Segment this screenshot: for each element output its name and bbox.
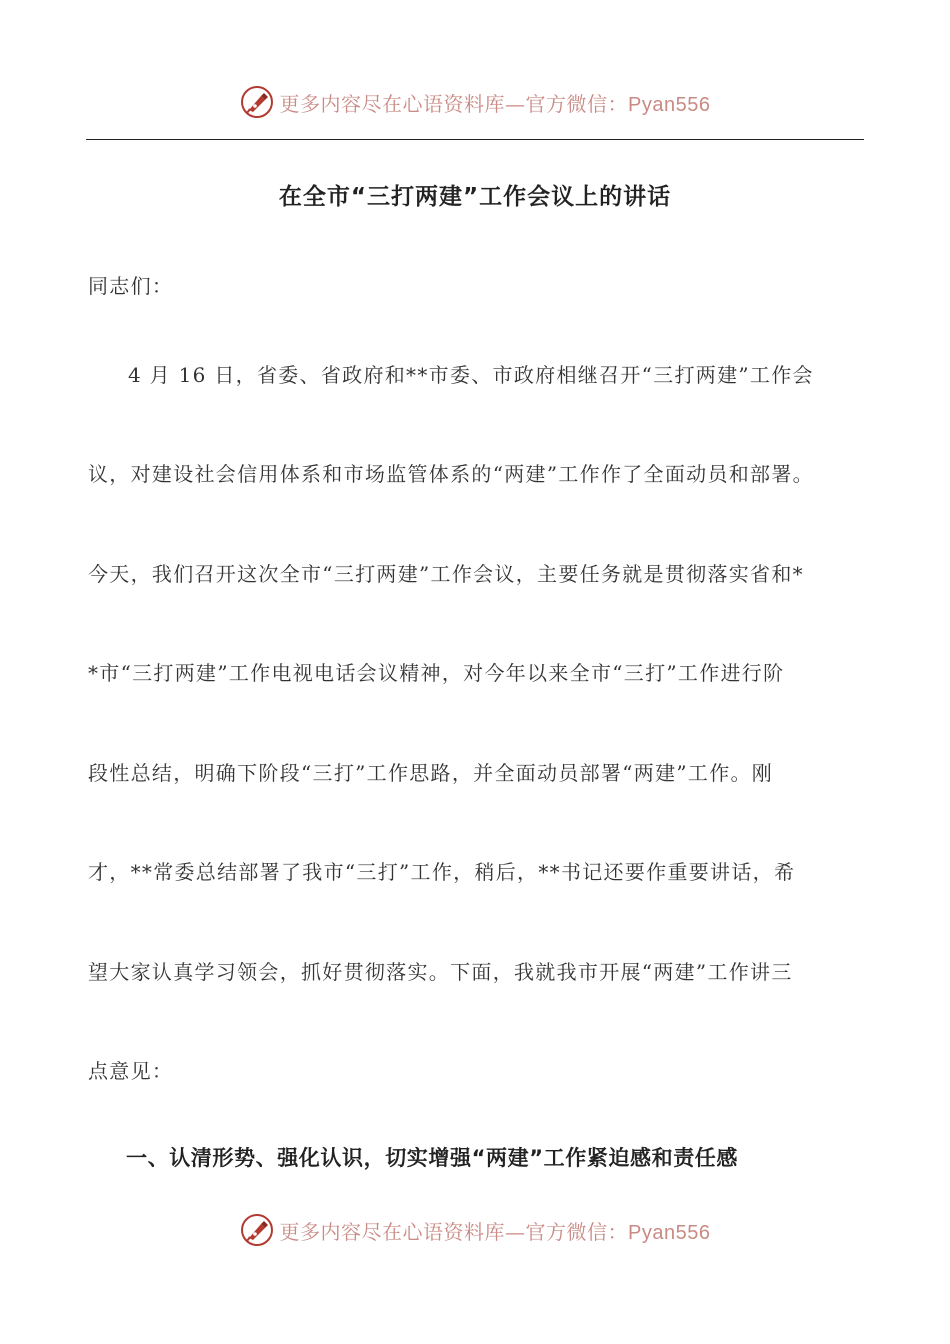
watermark-text: 更多内容尽在心语资料库—官方微信：Pyan556: [279, 1219, 711, 1244]
paragraph-line: 今天，我们召开这次全市“三打两建”工作会议，主要任务就是贯彻落实省和*: [88, 562, 804, 586]
header-divider: [86, 139, 864, 140]
wechat-id: Pyan556: [628, 1221, 711, 1244]
paragraph-line: 望大家认真学习领会，抓好贯彻落实。下面，我就我市开展“两建”工作讲三: [88, 960, 793, 984]
wechat-id: Pyan556: [628, 93, 711, 116]
salutation: 同志们：: [88, 274, 174, 298]
section-heading: 一、认清形势、强化认识，切实增强“两建”工作紧迫感和责任感: [126, 1146, 739, 1170]
pen-nib-logo-icon: [240, 1213, 274, 1247]
watermark-text: 更多内容尽在心语资料库—官方微信：Pyan556: [279, 91, 711, 116]
paragraph-line: 点意见：: [88, 1059, 174, 1083]
paragraph-line: 议，对建设社会信用体系和市场监管体系的“两建”工作作了全面动员和部署。: [88, 462, 814, 486]
paragraph-line: 段性总结，明确下阶段“三打”工作思路，并全面动员部署“两建”工作。刚: [88, 761, 774, 785]
paragraph-line: 才，**常委总结部署了我市“三打”工作，稍后，**书记还要作重要讲话，希: [88, 860, 796, 884]
document-title: 在全市“三打两建”工作会议上的讲话: [278, 184, 672, 210]
footer-watermark-banner: [0, 1210, 950, 1250]
header-watermark-banner: [0, 82, 950, 122]
pen-nib-logo-icon: [240, 85, 274, 119]
paragraph-line: *市“三打两建”工作电视电话会议精神，对今年以来全市“三打”工作进行阶: [88, 661, 785, 685]
paragraph-line: 4 月 16 日，省委、省政府和**市委、市政府相继召开“三打两建”工作会: [128, 363, 814, 387]
